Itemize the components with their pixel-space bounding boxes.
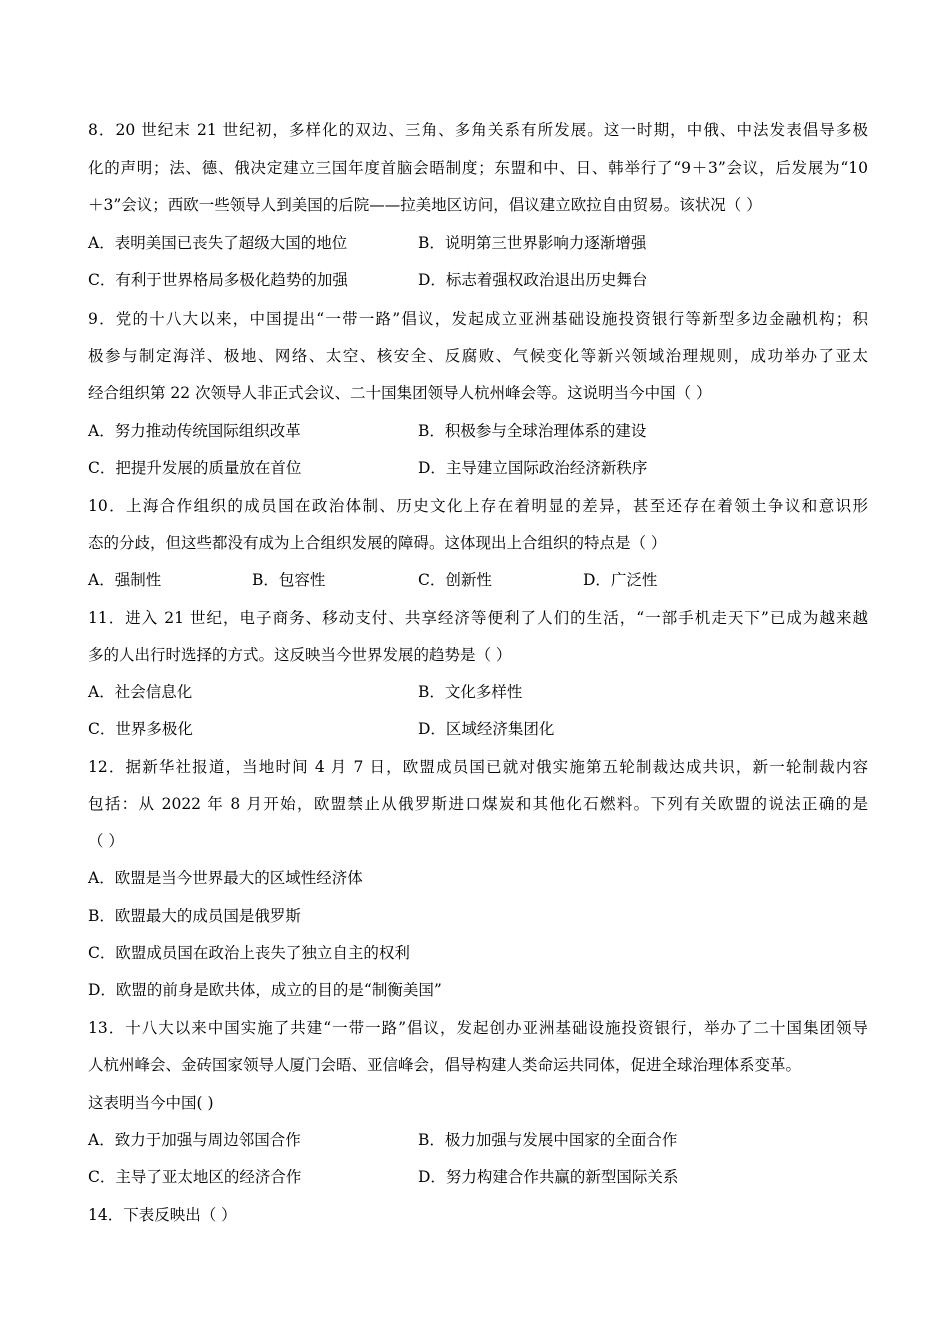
question-8-line-2: 化的声明；法、德、俄决定建立三国年度首脑会晤制度；东盟和中、日、韩举行了“9＋3”会议，后发展为“10	[88, 159, 868, 177]
question-8-option-d: D．标志着强权政治退出历史舞台	[418, 271, 648, 289]
question-12-option-b: B．欧盟最大的成员国是俄罗斯	[88, 907, 301, 925]
question-11-line-1: 11．进入 21 世纪，电子商务、移动支付、共享经济等便利了人们的生活，“一部手机走天下”已成为越来越	[88, 609, 868, 627]
question-9-option-b: B．积极参与全球治理体系的建设	[418, 422, 647, 440]
question-12-line-3: （ ）	[88, 832, 124, 850]
question-9-line-3: 经合组织第 22 次领导人非正式会议、二十国集团领导人杭州峰会等。这说明当今中国（ ）	[88, 384, 712, 402]
question-12-line-1: 12．据新华社报道，当地时间 4 月 7 日，欧盟成员国已就对俄实施第五轮制裁达成共识，新一轮制裁内容	[88, 758, 868, 776]
question-9-option-a: A．努力推动传统国际组织改革	[88, 422, 301, 440]
question-10-option-b: B．包容性	[252, 571, 326, 589]
question-13-line-2: 人杭州峰会、金砖国家领导人厦门会晤、亚信峰会，倡导构建人类命运共同体，促进全球治理体系变革。	[88, 1056, 802, 1074]
question-13-line-1: 13．十八大以来中国实施了共建“一带一路”倡议，发起创办亚洲基础设施投资银行，举办了二十国集团领导	[88, 1019, 868, 1037]
question-9-line-1: 9．党的十八大以来，中国提出“一带一路”倡议，发起成立亚洲基础设施投资银行等新型多边金融机构；积	[88, 310, 868, 328]
question-13-line-3: 这表明当今中国( )	[88, 1094, 214, 1112]
question-13-option-d: D．努力构建合作共赢的新型国际关系	[418, 1168, 679, 1186]
question-11-option-b: B．文化多样性	[418, 683, 523, 701]
question-10-option-d: D．广泛性	[583, 571, 658, 589]
question-10-option-c: C．创新性	[418, 571, 492, 589]
question-12-line-2: 包括：从 2022 年 8 月开始，欧盟禁止从俄罗斯进口煤炭和其他化石燃料。下列有关欧盟的说法正确的是	[88, 795, 868, 813]
question-13-option-c: C．主导了亚太地区的经济合作	[88, 1168, 302, 1186]
question-13-option-b: B．极力加强与发展中国家的全面合作	[418, 1131, 678, 1149]
question-8-option-b: B．说明第三世界影响力逐渐增强	[418, 234, 647, 252]
question-9-line-2: 极参与制定海洋、极地、网络、太空、核安全、反腐败、气候变化等新兴领域治理规则，成功举办了亚太	[88, 347, 868, 365]
question-13-option-a: A．致力于加强与周边邻国合作	[88, 1131, 301, 1149]
question-8-line-1: 8．20 世纪末 21 世纪初，多样化的双边、三角、多角关系有所发展。这一时期，中俄、中法发表倡导多极	[88, 121, 868, 139]
question-11-option-d: D．区域经济集团化	[418, 720, 555, 738]
question-10-option-a: A．强制性	[88, 571, 162, 589]
question-9-option-c: C．把提升发展的质量放在首位	[88, 459, 302, 477]
question-14-line-1: 14．下表反映出（ ）	[88, 1206, 237, 1224]
question-8-option-c: C．有利于世界格局多极化趋势的加强	[88, 271, 348, 289]
question-12-option-a: A．欧盟是当今世界最大的区域性经济体	[88, 869, 363, 887]
question-12-option-c: C．欧盟成员国在政治上丧失了独立自主的权利	[88, 944, 410, 962]
question-8-line-3: ＋3”会议；西欧一些领导人到美国的后院——拉美地区访问，倡议建立欧拉自由贸易。该状况（ ）	[88, 196, 762, 214]
question-11-option-a: A．社会信息化	[88, 683, 193, 701]
question-8-option-a: A．表明美国已丧失了超级大国的地位	[88, 234, 348, 252]
question-10-line-2: 态的分歧，但这些都没有成为上合组织发展的障碍。这体现出上合组织的特点是（ ）	[88, 534, 667, 552]
question-12-option-d: D．欧盟的前身是欧共体，成立的目的是“制衡美国”	[88, 981, 442, 999]
question-11-option-c: C．世界多极化	[88, 720, 193, 738]
question-10-line-1: 10．上海合作组织的成员国在政治体制、历史文化上存在着明显的差异，甚至还存在着领土争议和意识形	[88, 497, 868, 515]
question-11-line-2: 多的人出行时选择的方式。这反映当今世界发展的趋势是（ ）	[88, 646, 512, 664]
question-9-option-d: D．主导建立国际政治经济新秩序	[418, 459, 648, 477]
